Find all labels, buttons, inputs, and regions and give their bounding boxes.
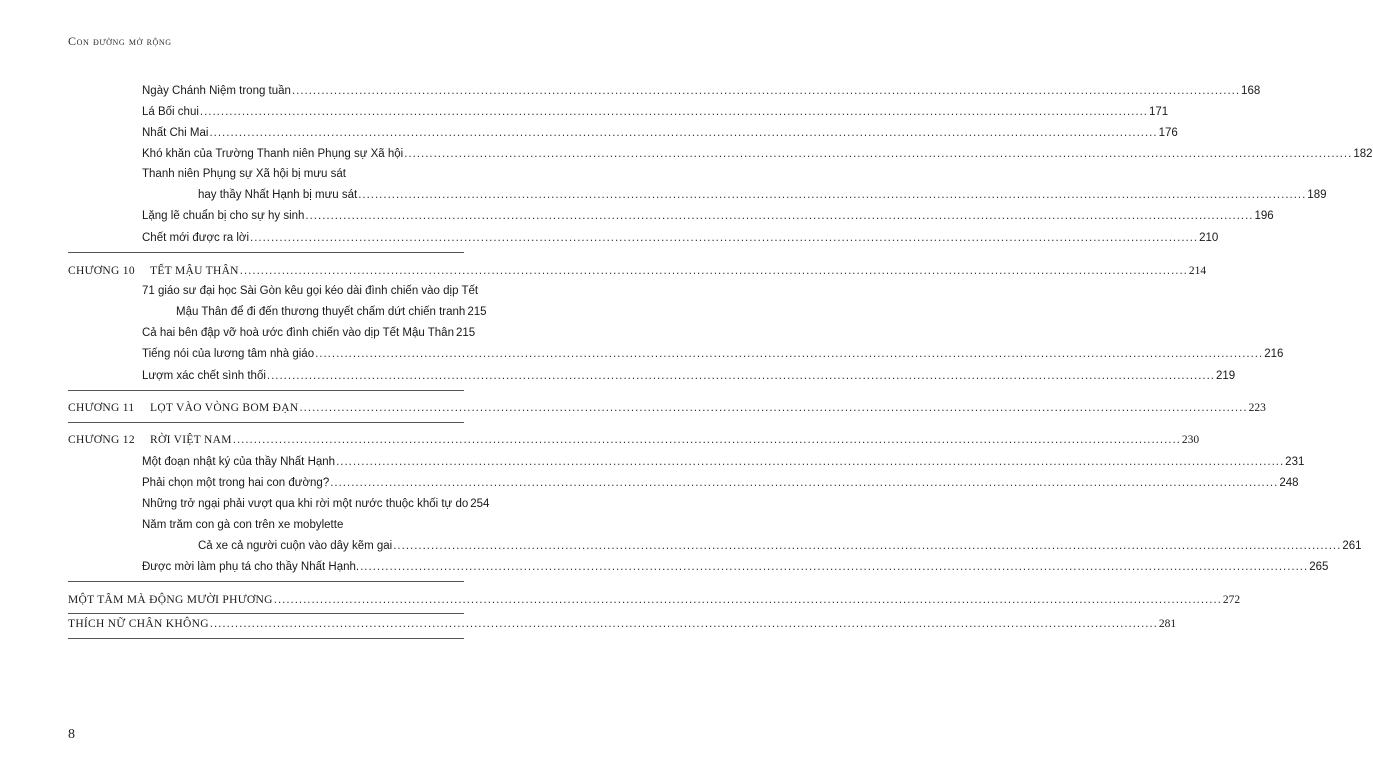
toc-entry[interactable] <box>142 126 1178 140</box>
leader-dots <box>360 560 1308 574</box>
toc-entry-page: 215 <box>467 306 487 318</box>
chapter-page: 223 <box>1248 402 1266 414</box>
back-matter-title: THÍCH NỮ CHÂN KHÔNG <box>68 618 209 630</box>
toc-entry-title: Tiếng nói của lương tâm nhà giáo <box>142 348 315 360</box>
toc-entry-title: Cả hai bên đập vỡ hoà ước đình chiến vào dịp Tết Mậu Thân <box>142 327 454 339</box>
toc-entry-page: 196 <box>1254 210 1274 222</box>
back-matter-page: 272 <box>1222 594 1241 606</box>
toc-entry-title-line2: hay thầy Nhất Hạnh bị mưu sát <box>198 189 358 201</box>
leader-dots <box>274 593 1222 607</box>
page-number: 8 <box>68 727 75 742</box>
leader-dots <box>233 433 1181 447</box>
toc-entry-page: 210 <box>1199 232 1219 244</box>
leader-dots <box>393 539 1341 553</box>
toc-entry-title: Phải chọn một trong hai con đường? <box>142 477 330 489</box>
section-divider <box>68 252 464 253</box>
toc-entry[interactable] <box>142 347 1284 361</box>
leader-dots <box>315 347 1263 361</box>
toc-entry-title: Chết mới được ra lời <box>142 232 250 244</box>
toc-entry[interactable] <box>142 147 1373 161</box>
leader-dots <box>200 105 1148 119</box>
toc-entry-page: 215 <box>455 327 476 339</box>
chapter-label: CHƯƠNG 11 <box>68 402 135 414</box>
toc-entry-title: Lặng lẽ chuẩn bị cho sự hy sinh <box>142 210 305 222</box>
toc-entry[interactable] <box>198 188 1327 202</box>
toc-entry[interactable] <box>142 105 1169 119</box>
toc-entry-page: 182 <box>1353 148 1373 160</box>
toc-entry-title: Nhất Chi Mai <box>142 127 209 139</box>
toc-entry-title: Được mời làm phụ tá cho thầy Nhất Hạnh. <box>142 561 360 573</box>
toc-entry-title-line1[interactable]: Năm trăm con gà con trên xe mobylette <box>142 519 344 531</box>
leader-dots <box>305 209 1253 223</box>
toc-entry-title-line2: Cả xe cả người cuộn vào dây kẽm gai <box>198 540 393 552</box>
toc-entry-title-line1[interactable]: 71 giáo sư đại học Sài Gòn kêu gọi kéo dài đình chiến vào dịp Tết <box>142 285 479 297</box>
toc-entry[interactable] <box>142 497 490 511</box>
toc-entry-page: 219 <box>1216 370 1236 382</box>
running-head: Con đường mở rộng <box>68 34 172 48</box>
toc-entry[interactable] <box>142 326 476 340</box>
section-divider <box>68 581 464 582</box>
chapter-title: LỌT VÀO VÒNG BOM ĐẠN <box>150 402 299 414</box>
toc-entry-page: 168 <box>1241 85 1261 97</box>
toc-entry[interactable] <box>142 209 1274 223</box>
toc-entry[interactable] <box>142 84 1261 98</box>
toc-entry-page: 254 <box>470 498 490 510</box>
chapter-title: TẾT MẬU THÂN <box>150 265 239 277</box>
leader-dots <box>330 476 1278 490</box>
chapter-heading-10[interactable] <box>68 264 1207 278</box>
toc-entry-page: 265 <box>1309 561 1329 573</box>
leader-dots <box>336 455 1284 469</box>
toc-entry-title: Những trở ngại phải vượt qua khi rời một nước thuộc khối tự do <box>142 498 469 510</box>
leader-dots <box>292 84 1240 98</box>
back-matter-title: MỘT TÂM MÀ ĐỘNG MƯỜI PHƯƠNG <box>68 594 273 606</box>
chapter-title: RỜI VIỆT NAM <box>150 434 232 446</box>
toc-entry-page: 261 <box>1342 540 1362 552</box>
leader-dots <box>240 264 1188 278</box>
section-divider <box>68 422 464 423</box>
toc-entry-title: Ngày Chánh Niệm trong tuần <box>142 85 291 97</box>
leader-dots <box>210 617 1158 631</box>
toc-entry[interactable] <box>142 231 1219 245</box>
toc-entry-title-line2: Mậu Thân để đi đến thương thuyết chấm dứt chiến tranh <box>176 306 466 318</box>
toc-entry[interactable] <box>142 476 1299 490</box>
chapter-heading-12[interactable] <box>68 433 1200 447</box>
toc-entry[interactable] <box>198 539 1362 553</box>
toc-entry[interactable] <box>142 560 1329 574</box>
section-divider <box>68 613 464 614</box>
back-matter-entry[interactable] <box>68 593 1241 607</box>
chapter-page: 230 <box>1181 434 1200 446</box>
leader-dots <box>267 369 1215 383</box>
toc-entry-page: 248 <box>1279 477 1299 489</box>
toc-entry-title-line1[interactable]: Thanh niên Phụng sự Xã hội bị mưu sát <box>142 168 346 180</box>
chapter-label: CHƯƠNG 10 <box>68 265 135 277</box>
chapter-label: CHƯƠNG 12 <box>68 434 135 446</box>
section-divider <box>68 390 464 391</box>
leader-dots <box>250 231 1198 245</box>
toc-entry-title: Một đoạn nhật ký của thầy Nhất Hạnh <box>142 456 336 468</box>
toc-entry[interactable] <box>142 455 1305 469</box>
toc-entry-title: Lá Bối chui <box>142 106 199 118</box>
toc-entry[interactable] <box>176 305 487 319</box>
toc-entry-title: Khó khăn của Trường Thanh niên Phụng sự Xã hội <box>142 148 404 160</box>
section-divider <box>68 638 464 639</box>
leader-dots <box>209 126 1157 140</box>
chapter-heading-11[interactable] <box>68 401 1266 415</box>
leader-dots <box>299 401 1247 415</box>
toc-entry-page: 176 <box>1158 127 1178 139</box>
toc-entry-page: 171 <box>1149 106 1169 118</box>
toc-entry-page: 189 <box>1307 189 1327 201</box>
back-matter-page: 281 <box>1158 618 1177 630</box>
leader-dots <box>404 147 1352 161</box>
chapter-page: 214 <box>1188 265 1207 277</box>
toc-entry-page: 231 <box>1285 456 1305 468</box>
leader-dots <box>358 188 1306 202</box>
back-matter-entry[interactable] <box>68 617 1177 631</box>
toc-entry-page: 216 <box>1264 348 1284 360</box>
toc-entry-title: Lượm xác chết sình thối <box>142 370 266 382</box>
toc-entry[interactable] <box>142 369 1236 383</box>
